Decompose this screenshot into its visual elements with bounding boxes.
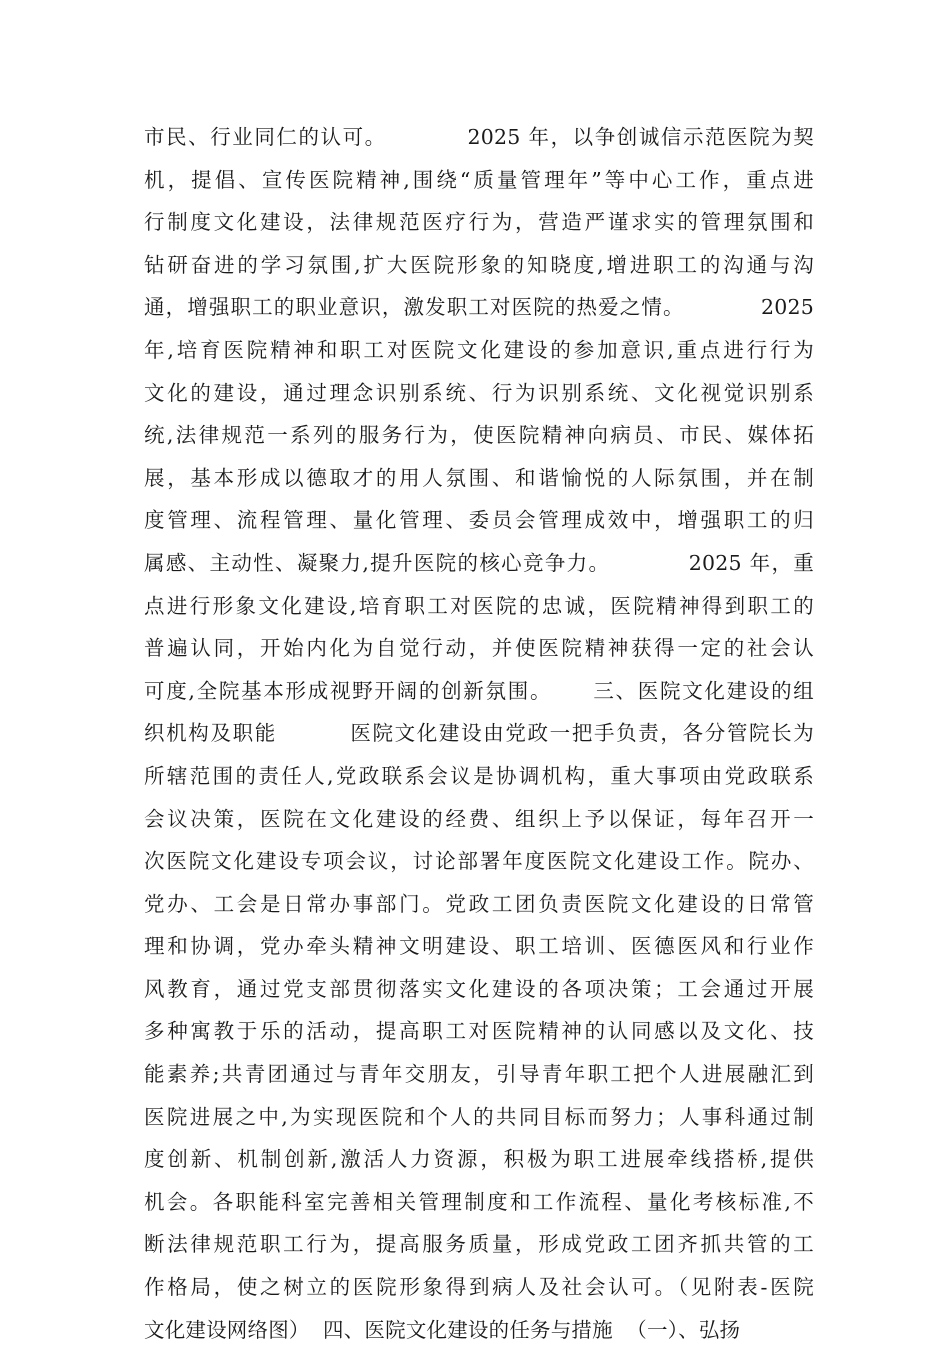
text-line: 文化建设网络图） 四、医院文化建设的任务与措施 （一）、弘扬 [144, 1317, 741, 1342]
text-line: 年,培育医院精神和职工对医院文化建设的参加意识,重点进行行为 [144, 337, 814, 362]
text-line: 多种寓教于乐的活动，提高职工对医院精神的认同感以及文化、技 [144, 1019, 814, 1044]
text-line: 机，提倡、宣传医院精神,围绕“质量管理年”等中心工作，重点进 [144, 167, 814, 192]
text-line: 通，增强职工的职业意识，激发职工对医院的热爱之情。 2025 [144, 295, 814, 320]
text-line: 属感、主动性、凝聚力,提升医院的核心竞争力。 2025 年，重 [144, 550, 814, 575]
text-line: 作格局，使之树立的医院形象得到病人及社会认可。（见附表-医院 [144, 1275, 814, 1300]
text-line: 度创新、机制创新,激活人力资源，积极为职工进展牵线搭桥,提供 [144, 1147, 814, 1172]
text-line: 理和协调，党办牵头精神文明建设、职工培训、医德医风和行业作 [144, 934, 814, 959]
text-line: 钻研奋进的学习氛围,扩大医院形象的知晓度,增进职工的沟通与沟 [144, 252, 814, 277]
text-line: 行制度文化建设，法律规范医疗行为，营造严谨求实的管理氛围和 [144, 210, 814, 235]
text-line: 可度,全院基本形成视野开阔的创新氛围。 三、医院文化建设的组 [144, 678, 814, 703]
text-line: 展，基本形成以德取才的用人氛围、和谐愉悦的人际氛围，并在制 [144, 465, 814, 490]
text-line: 市民、行业同仁的认可。 2025 年，以争创诚信示范医院为契 [144, 125, 814, 149]
text-line: 医院进展之中,为实现医院和个人的共同目标而努力；人事科通过制 [144, 1104, 814, 1129]
body-text [144, 116, 814, 1351]
text-line: 所辖范围的责任人,党政联系会议是协调机构，重大事项由党政联系 [144, 763, 814, 788]
text-line: 能素养;共青团通过与青年交朋友，引导青年职工把个人进展融汇到 [144, 1062, 814, 1087]
text-line: 次医院文化建设专项会议，讨论部署年度医院文化建设工作。院办、 [144, 849, 814, 874]
text-line: 风教育，通过党支部贯彻落实文化建设的各项决策；工会通过开展 [144, 976, 814, 1001]
text-line: 会议决策，医院在文化建设的经费、组织上予以保证，每年召开一 [144, 806, 814, 831]
text-line: 普遍认同，开始内化为自觉行动，并使医院精神获得一定的社会认 [144, 636, 814, 661]
text-line: 机会。各职能科室完善相关管理制度和工作流程、量化考核标准,不 [144, 1189, 814, 1214]
text-line: 党办、工会是日常办事部门。党政工团负责医院文化建设的日常管 [144, 891, 814, 916]
text-line: 文化的建设，通过理念识别系统、行为识别系统、文化视觉识别系 [144, 380, 814, 405]
text-line: 断法律规范职工行为，提高服务质量，形成党政工团齐抓共管的工 [144, 1232, 814, 1257]
text-line: 统,法律规范一系列的服务行为，使医院精神向病员、市民、媒体拓 [144, 423, 814, 448]
text-line: 度管理、流程管理、量化管理、委员会管理成效中，增强职工的归 [144, 508, 814, 533]
text-line: 织机构及职能 医院文化建设由党政一把手负责，各分管院长为 [144, 721, 814, 746]
text-line: 点进行形象文化建设,培育职工对医院的忠诚，医院精神得到职工的 [144, 593, 814, 618]
